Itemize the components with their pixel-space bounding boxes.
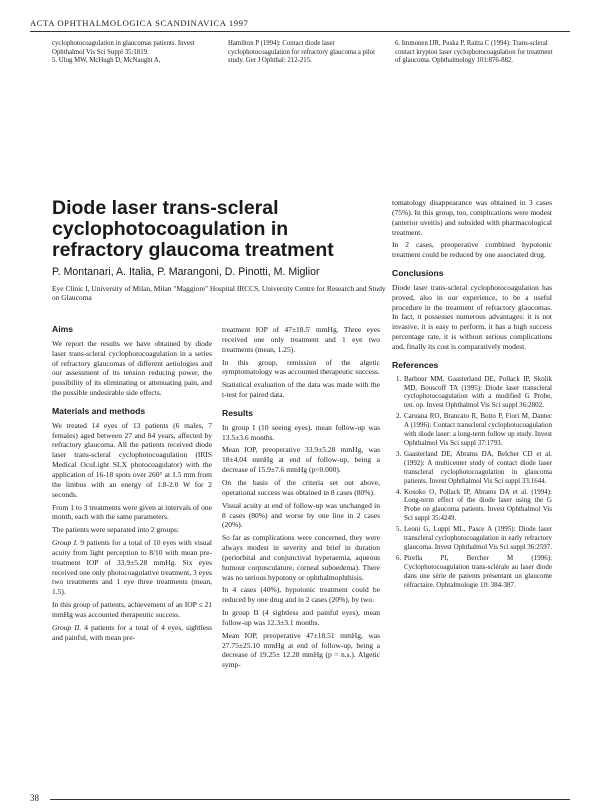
results-heading: Results <box>222 407 254 418</box>
reference-item: 3. Gaasterland DE, Abrams DA, Belcher CD et al. (1992): A multicenter study of contact diode laser transcleral cyclophotocoagulation in glaucoma patients. Invest Ophthalmol Vis Sci suppl 33:1644. <box>403 450 552 486</box>
aims-heading: Aims <box>52 324 74 334</box>
prev-ref-text: 6. Immonen IJR, Puska P, Raitta C (1994): Trans-scleral contact krypton laser cyclophotocoagulation for treatment of glaucoma. Ophthalmology 101:876-882. <box>395 40 553 65</box>
reference-item: 5. Leoni G, Luppi ML, Pasce A (1995): Diode laser transcleral cyclophotocoagulation in early refractory glaucoma. Invest Ophthalmol Vis Sci suppl 36:2597. <box>403 525 552 552</box>
group2-paragraph <box>52 623 212 643</box>
col2-paragraph: In this group, remission of the algetic symptomatology was accounted therapeutic success. <box>222 357 380 377</box>
reference-item: 1. Barbour MM, Gaasterland DE, Pollack IP, Skolik MD, Bouscoff TA (1995): Diode laser transcleral cyclophotocoagulation with a modified G Probe, ten. op. Invest Ophthalmol Vis Sci suppl 36:2802. <box>403 375 552 411</box>
conclusions-paragraph: Diode laser trans-scleral cyclophotocoagulation has proved, also in our experience, to be a useful procedure in the treatment of refractory glaucomas. In fact, it possesses numerous advantages: it is not invasive, it is easy to perform, it has a high success percentage rate, it is without serious complications and, finally its cost is comparatively modest. <box>392 282 552 351</box>
results-paragraph: In group II (4 sightless and painful eyes), mean follow-up was 12.3±3.1 months. <box>222 608 380 627</box>
article-affiliation: Eye Clinic I, University of Milan, Milan "Maggiore" Hospital IRCCS, University Centre for Research and Study on Glaucoma <box>52 284 386 303</box>
results-paragraph: So far as complications were concerned, they were always modest in severity and brief in duration (periorbital and conjunctival hyperaemia, aqueous humour corpusculature, corneal suboedema). There was no serious hypotony or ophthalmophthisis. <box>222 533 380 582</box>
group1-text: 9 patients for a total of 10 eyes with visual acuity from light perception to 8/10 with mean pre-treatment IOP of 33.9±5.28 mmHg. Six eyes received one only photocoagulative treatment, 3 eyes two treatments and 1 eye three treatments (mean, 1.5). <box>52 538 212 597</box>
prev-refs-col1 <box>52 40 212 66</box>
group1-label: Group I. <box>52 538 78 548</box>
results-paragraph: In 2 cases, preoperative combined hypotonic treatment could be reduced by one associated drug. <box>392 240 552 260</box>
aims-paragraph: We report the results we have obtained by diode laser trans-scleral cyclophotocoagulation in a series of refractory glaucomas of different aetiologies and our assessment of its tension reducing power, the possibility of its eliminating or attenuating pain, and the possible undesirable side effects. <box>52 338 212 398</box>
results-paragraph: Visual acuity at end of follow-up was unchanged in 8 cases (80%) and worse by one line in 2 cases (20%). <box>222 500 380 530</box>
group1-success-paragraph: In this group of patients, achievement of an IOP ≤ 21 mmHg was accounted therapeutic success. <box>52 600 212 619</box>
methods-paragraph: From 1 to 3 treatments were given at intervals of one month, each with the same parameters. <box>52 502 212 522</box>
article-authors: P. Montanari, A. Italia, P. Marangoni, D. Pinotti, M. Miglior <box>52 266 320 278</box>
text-column-3 <box>392 198 552 592</box>
running-header: ACTA OPHTHALMOLOGICA SCANDINAVICA 1997 <box>30 18 570 32</box>
footer-rule <box>50 799 570 800</box>
results-paragraph: Mean IOP, preoperative 33.9±5.28 mmHg, was 18±4.04 mmHg at end of follow-up, being a decrease of 15.9±7.6 mmHg (p<0.000). <box>222 445 380 475</box>
prev-ref-text: Hamilton P (1994): Contact diode laser cyclophotocoagulation for refractory glaucoma a pilot study. Ger J Ophthal: 212-215. <box>228 40 376 65</box>
page-number: 38 <box>30 793 39 803</box>
text-column-1 <box>52 325 212 645</box>
prev-refs-col3 <box>395 40 555 66</box>
article-title: Diode laser trans-scleral cyclophotocoagulation in refractory glaucoma treatment <box>52 197 334 261</box>
group2-label: Group II. <box>52 622 82 632</box>
prev-ref-text: cyclophotocoagulation in glaucomas patients. Invest Ophthalmol Vis Sci Suppl 35:1819. <box>52 40 195 56</box>
col2-paragraph: treatment IOP of 47±18.5' mmHg. Three eyes received one only treatment and 1 eye two treatments (mean, 1.25). <box>222 325 380 354</box>
text-column-2 <box>222 325 380 673</box>
conclusions-heading: Conclusions <box>392 268 444 279</box>
methods-paragraph: The patients were separated into 2 groups: <box>52 525 180 535</box>
results-paragraph: In 4 cases (40%), hypotonic treatment could be reduced by one drug and in 2 cases (20%), by two. <box>222 585 380 605</box>
reference-item: 2. Caruana RO, Brancato R, Botto P, Fiori M, Dantec A (1996): Contact transcleral cyclophotocoagulation with diode laser: a long-term follow up study. Invest Ophthalmol Vis Sci suppl 37:1793. <box>403 412 552 448</box>
prev-ref-text: 5. Ulug MW, McHugh D, McNaught A, <box>52 57 161 65</box>
results-paragraph: In group I (10 seeing eyes), mean follow-up was 13.5±3.6 months. <box>222 422 380 442</box>
col2-paragraph: Statistical evaluation of the data was made with the t-test for paired data. <box>222 380 380 400</box>
results-paragraph: Mean IOP, preoperative 47±18.51 mmHg, was 27.75±25.10 mmHg at end of follow-up, being a decrease of 19.25± 12.28 mmHg (p = n.s.). Algetic symp- <box>222 630 380 670</box>
methods-paragraph: We treated 14 eyes of 13 patients (6 males, 7 females) aged between 27 and 84 years, affected by refractory glaucoma. All the patients received diode laser trans-scleral cyclophotocoagulation (IRIS Medical OcuLight SLX photocoagulator) with the application of 16-18 spots over 260° at 1.5 mm from the limbus with an energy of 1.8-2.0 W for 2 seconds. <box>52 420 212 499</box>
prev-refs-col2 <box>228 40 378 66</box>
results-paragraph: tomatology disappearance was obtained in 3 cases (75%). In this group, too, complications were modest (anterior uveitis) and subsided with pharmacological treatment. <box>392 198 552 237</box>
results-paragraph: On the basis of the criteria set out above, operational success was obtained in 8 cases (80%). <box>222 477 380 497</box>
group2-text: 4 patients for a total of 4 eyes, sightless and painful, with mean pre- <box>52 622 212 642</box>
references-list <box>392 375 552 590</box>
reference-item: 6. Pirella PI, Bercher M (1996): Cyclophotocoagulation trans-sclérale au laser diode dans une série de patients présentant un glaucome réfractaire. Ophtalmologie 10: 384-387. <box>403 554 552 590</box>
reference-item: 4. Kosoko O, Pollack IP, Abrams DA et al. (1994): Long-term effect of the diode laser using the G Probe on glaucoma patients. Invest Ophthalmol Vis Sci suppl 35:4249. <box>403 488 552 524</box>
references-heading: References <box>392 359 439 370</box>
methods-heading: Materials and methods <box>52 405 146 416</box>
group1-paragraph <box>52 538 212 597</box>
